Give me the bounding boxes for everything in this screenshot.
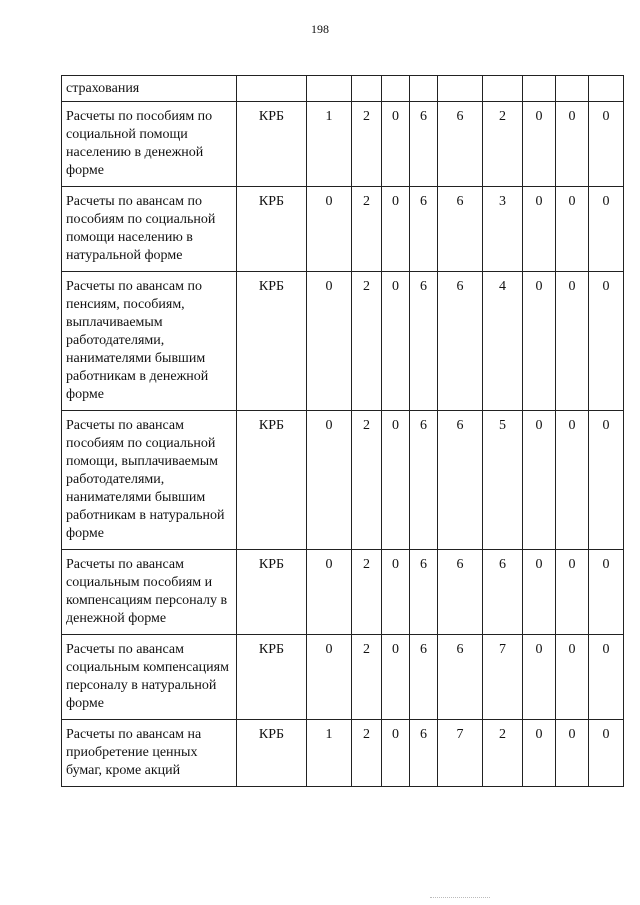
account-code-cell: КРБ: [237, 272, 307, 411]
digit-cell: 0: [307, 550, 352, 635]
account-name-cell: Расчеты по авансам социальным компенсациям персоналу в натуральной форме: [62, 635, 237, 720]
digit-cell: 6: [410, 635, 438, 720]
digit-cell: 2: [352, 635, 382, 720]
digit-cell: 6: [438, 635, 483, 720]
digit-cell: 0: [307, 411, 352, 550]
digit-cell: 1: [307, 720, 352, 787]
digit-cell: 7: [438, 720, 483, 787]
digit-cell: 5: [483, 411, 523, 550]
accounts-table-body: [62, 76, 624, 787]
table-row: [62, 187, 624, 272]
digit-cell: 0: [307, 272, 352, 411]
table-row: [62, 720, 624, 787]
digit-cell: 0: [523, 187, 556, 272]
digit-cell: 0: [556, 102, 589, 187]
digit-cell: 0: [382, 272, 410, 411]
digit-cell: 6: [410, 187, 438, 272]
digit-cell: [307, 76, 352, 102]
digit-cell: 0: [589, 411, 624, 550]
digit-cell: 0: [382, 635, 410, 720]
page-number: 198: [311, 22, 329, 36]
digit-cell: 4: [483, 272, 523, 411]
digit-cell: 6: [438, 102, 483, 187]
digit-cell: 6: [483, 550, 523, 635]
digit-cell: 0: [523, 272, 556, 411]
account-code-cell: [237, 76, 307, 102]
digit-cell: 2: [483, 102, 523, 187]
digit-cell: 0: [382, 102, 410, 187]
digit-cell: [382, 76, 410, 102]
account-name-cell: Расчеты по авансам социальным пособиям и компенсациям персоналу в денежной форме: [62, 550, 237, 635]
digit-cell: 3: [483, 187, 523, 272]
account-code-cell: КРБ: [237, 550, 307, 635]
digit-cell: 0: [523, 102, 556, 187]
account-code-cell: КРБ: [237, 187, 307, 272]
digit-cell: 0: [589, 187, 624, 272]
digit-cell: 0: [523, 720, 556, 787]
digit-cell: 6: [438, 187, 483, 272]
account-name-cell: страхования: [62, 76, 237, 102]
digit-cell: 0: [523, 550, 556, 635]
digit-cell: 2: [352, 102, 382, 187]
account-code-cell: КРБ: [237, 411, 307, 550]
accounts-table: [61, 75, 624, 787]
account-name-cell: Расчеты по авансам пособиям по социальной помощи, выплачиваемым работодателями, нанимателями бывшим работникам в натуральной форме: [62, 411, 237, 550]
digit-cell: [589, 76, 624, 102]
table-row: [62, 102, 624, 187]
account-name-cell: Расчеты по авансам на приобретение ценных бумаг, кроме акций: [62, 720, 237, 787]
digit-cell: 6: [438, 550, 483, 635]
digit-cell: [352, 76, 382, 102]
digit-cell: 0: [523, 411, 556, 550]
digit-cell: 6: [410, 272, 438, 411]
table-row: [62, 635, 624, 720]
digit-cell: 0: [556, 411, 589, 550]
digit-cell: 6: [410, 720, 438, 787]
digit-cell: 0: [589, 102, 624, 187]
account-name-cell: Расчеты по пособиям по социальной помощи населению в денежной форме: [62, 102, 237, 187]
scan-artifact: [430, 897, 490, 899]
digit-cell: 2: [352, 187, 382, 272]
digit-cell: 2: [352, 720, 382, 787]
digit-cell: 0: [589, 720, 624, 787]
digit-cell: 2: [352, 272, 382, 411]
digit-cell: 0: [589, 272, 624, 411]
account-name-cell: Расчеты по авансам по пособиям по социальной помощи населению в натуральной форме: [62, 187, 237, 272]
digit-cell: 0: [382, 720, 410, 787]
digit-cell: 0: [382, 411, 410, 550]
digit-cell: 2: [352, 411, 382, 550]
account-name-cell: Расчеты по авансам по пенсиям, пособиям, выплачиваемым работодателями, нанимателями бывшим работникам в денежной форме: [62, 272, 237, 411]
digit-cell: 6: [410, 550, 438, 635]
digit-cell: 2: [352, 550, 382, 635]
table-row: [62, 272, 624, 411]
table-row: [62, 76, 624, 102]
digit-cell: [410, 76, 438, 102]
digit-cell: [438, 76, 483, 102]
digit-cell: 0: [523, 635, 556, 720]
digit-cell: 6: [410, 411, 438, 550]
table-row: [62, 411, 624, 550]
digit-cell: 6: [438, 411, 483, 550]
digit-cell: 0: [382, 187, 410, 272]
digit-cell: 0: [307, 635, 352, 720]
digit-cell: [483, 76, 523, 102]
digit-cell: 0: [556, 635, 589, 720]
digit-cell: 0: [589, 635, 624, 720]
digit-cell: 6: [410, 102, 438, 187]
digit-cell: 1: [307, 102, 352, 187]
account-code-cell: КРБ: [237, 635, 307, 720]
digit-cell: 0: [556, 550, 589, 635]
digit-cell: 7: [483, 635, 523, 720]
digit-cell: 2: [483, 720, 523, 787]
digit-cell: 0: [307, 187, 352, 272]
digit-cell: 0: [589, 550, 624, 635]
digit-cell: 6: [438, 272, 483, 411]
digit-cell: 0: [382, 550, 410, 635]
digit-cell: [556, 76, 589, 102]
digit-cell: 0: [556, 720, 589, 787]
account-code-cell: КРБ: [237, 720, 307, 787]
digit-cell: 0: [556, 187, 589, 272]
digit-cell: [523, 76, 556, 102]
digit-cell: 0: [556, 272, 589, 411]
account-code-cell: КРБ: [237, 102, 307, 187]
table-row: [62, 550, 624, 635]
